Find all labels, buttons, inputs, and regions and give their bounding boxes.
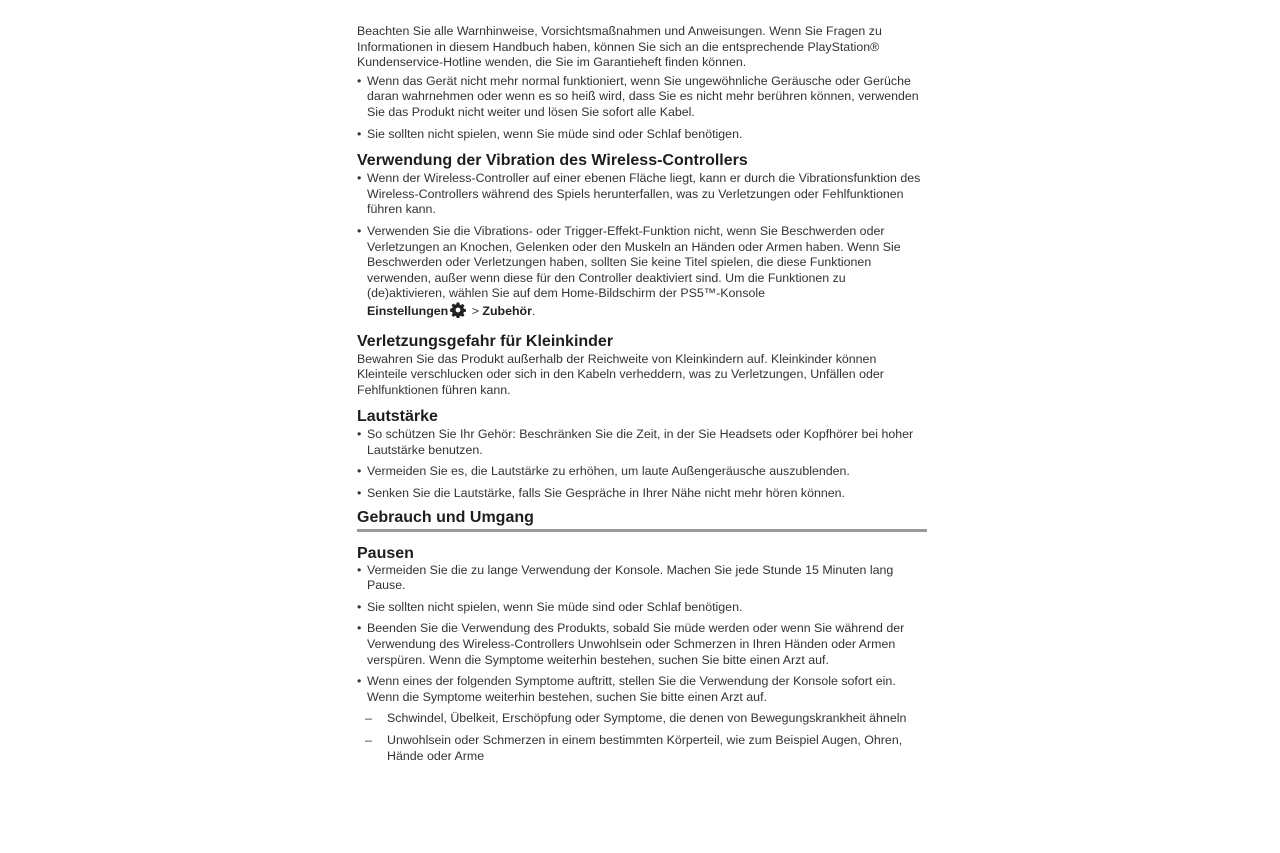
- list-item-text: Vermeiden Sie die zu lange Verwendung der Konsole. Machen Sie jede Stunde 15 Minuten lang Pause.: [367, 562, 894, 593]
- sub-list-item: [365, 733, 927, 764]
- bullet: •: [357, 674, 362, 689]
- bullet: •: [357, 464, 362, 479]
- bullet: •: [357, 621, 362, 636]
- dash: –: [365, 733, 372, 747]
- settings-path-label: Einstellungen: [367, 303, 449, 318]
- list-item: [357, 563, 927, 594]
- children-paragraph: Bewahren Sie das Produkt außerhalb der Reichweite von Kleinkindern auf. Kleinkinder können Kleinteile verschlucken oder sich in den Kabeln verheddern, was zu Verletzungen, Unfällen oder Fehlfunktionen führen kann.: [357, 351, 884, 397]
- accessories-path-label: Zubehör: [482, 303, 532, 318]
- bullet: •: [357, 599, 362, 614]
- section-heading-children: Verletzungsgefahr für Kleinkinder: [357, 332, 614, 350]
- gear-icon: [450, 302, 466, 323]
- bullet: •: [357, 223, 362, 238]
- section-heading-breaks: Pausen: [357, 544, 414, 562]
- bullet: •: [357, 171, 362, 186]
- list-item-text: Wenn eines der folgenden Symptome auftritt, stellen Sie die Verwendung der Konsole sofort ein. Wenn die Symptome weiterhin bestehen, suchen Sie bitte einen Arzt auf.: [367, 674, 896, 704]
- bullet: •: [357, 126, 362, 141]
- section-heading-vibration: Verwendung der Vibration des Wireless-Controllers: [357, 152, 748, 170]
- sub-list-item-text: Schwindel, Übelkeit, Erschöpfung oder Symptome, die denen von Bewegungskrankheit ähneln: [387, 711, 907, 726]
- path-separator: >: [468, 303, 483, 318]
- sub-list-item-text: Unwohlsein oder Schmerzen in einem bestimmten Körperteil, wie zum Beispiel Augen, Ohren, Hände oder Arme: [387, 733, 903, 763]
- list-item-text: Sie sollten nicht spielen, wenn Sie müde sind oder Schlaf benötigen.: [367, 126, 743, 141]
- list-item: [357, 674, 927, 705]
- list-item-text: Senken Sie die Lautstärke, falls Sie Gespräche in Ihrer Nähe nicht mehr hören können.: [367, 486, 846, 501]
- list-item-text: Beenden Sie die Verwendung des Produkts, sobald Sie müde werden oder wenn Sie während der Verwendung des Wireless-Controllers Unwohlsein oder Schmerzen in Ihren Händen oder Armen verspüren. Wenn die Symptome weiterhin bestehen, suchen Sie bitte einen Arzt auf.: [367, 621, 905, 667]
- intro-paragraph: Beachten Sie alle Warnhinweise, Vorsichtsmaßnahmen und Anweisungen. Wenn Sie Fragen zu Informationen in diesem Handbuch haben, können Sie sich an die entsprechende PlayStation® Kundenservice-Hotline wenden, die Sie im Garantieheft finden können.: [357, 24, 882, 70]
- list-item-text: Wenn der Wireless-Controller auf einer ebenen Fläche liegt, kann er durch die Vibrationsfunktion des Wireless-Controllers während des Spiels herunterfallen, was zu Verletzungen oder Fehlfunktionen führen kann.: [367, 171, 921, 217]
- list-item: [357, 127, 927, 143]
- list-item-text: Wenn das Gerät nicht mehr normal funktioniert, wenn Sie ungewöhnliche Geräusche oder Gerüche daran wahrnehmen oder wenn es so heiß wird, dass Sie es nicht mehr berühren können, verwenden Sie das Produkt nicht weiter und lösen Sie sofort alle Kabel.: [367, 73, 919, 119]
- list-item: [357, 621, 927, 668]
- dash: –: [365, 711, 372, 726]
- list-item: [357, 224, 927, 323]
- list-item: [357, 171, 927, 218]
- list-item: [357, 464, 927, 480]
- list-item-text: Verwenden Sie die Vibrations- oder Trigger-Effekt-Funktion nicht, wenn Sie Beschwerden oder Verletzungen an Knochen, Gelenken oder den Muskeln an Händen oder Armen haben. Wenn Sie Beschwerden oder Verletzungen haben, sollten Sie keine Titel spielen, die diese Funktionen verwenden, außer wenn diese für den Controller deaktiviert sind. Um die Funktionen zu (de)aktivieren, wählen Sie auf dem Home-Bildschirm der PS5™-Konsole: [367, 223, 901, 301]
- list-item: [357, 427, 927, 458]
- list-item-text: Vermeiden Sie es, die Lautstärke zu erhöhen, um laute Außengeräusche auszublenden.: [367, 464, 850, 479]
- sub-list-item: [365, 711, 927, 727]
- major-heading-usage: Gebrauch und Umgang: [357, 508, 927, 532]
- list-item: [357, 74, 927, 121]
- bullet: •: [357, 73, 362, 88]
- list-item: [357, 486, 927, 502]
- section-heading-volume: Lautstärke: [357, 408, 438, 426]
- list-item-text: So schützen Sie Ihr Gehör: Beschränken Sie die Zeit, in der Sie Headsets oder Kopfhörer bei hoher Lautstärke benutzen.: [367, 427, 914, 457]
- bullet: •: [357, 562, 362, 577]
- path-end: .: [531, 303, 536, 318]
- bullet: •: [357, 486, 362, 501]
- list-item-text: Sie sollten nicht spielen, wenn Sie müde sind oder Schlaf benötigen.: [367, 599, 743, 614]
- bullet: •: [357, 427, 362, 442]
- list-item: [357, 600, 927, 616]
- manual-page: [357, 24, 927, 770]
